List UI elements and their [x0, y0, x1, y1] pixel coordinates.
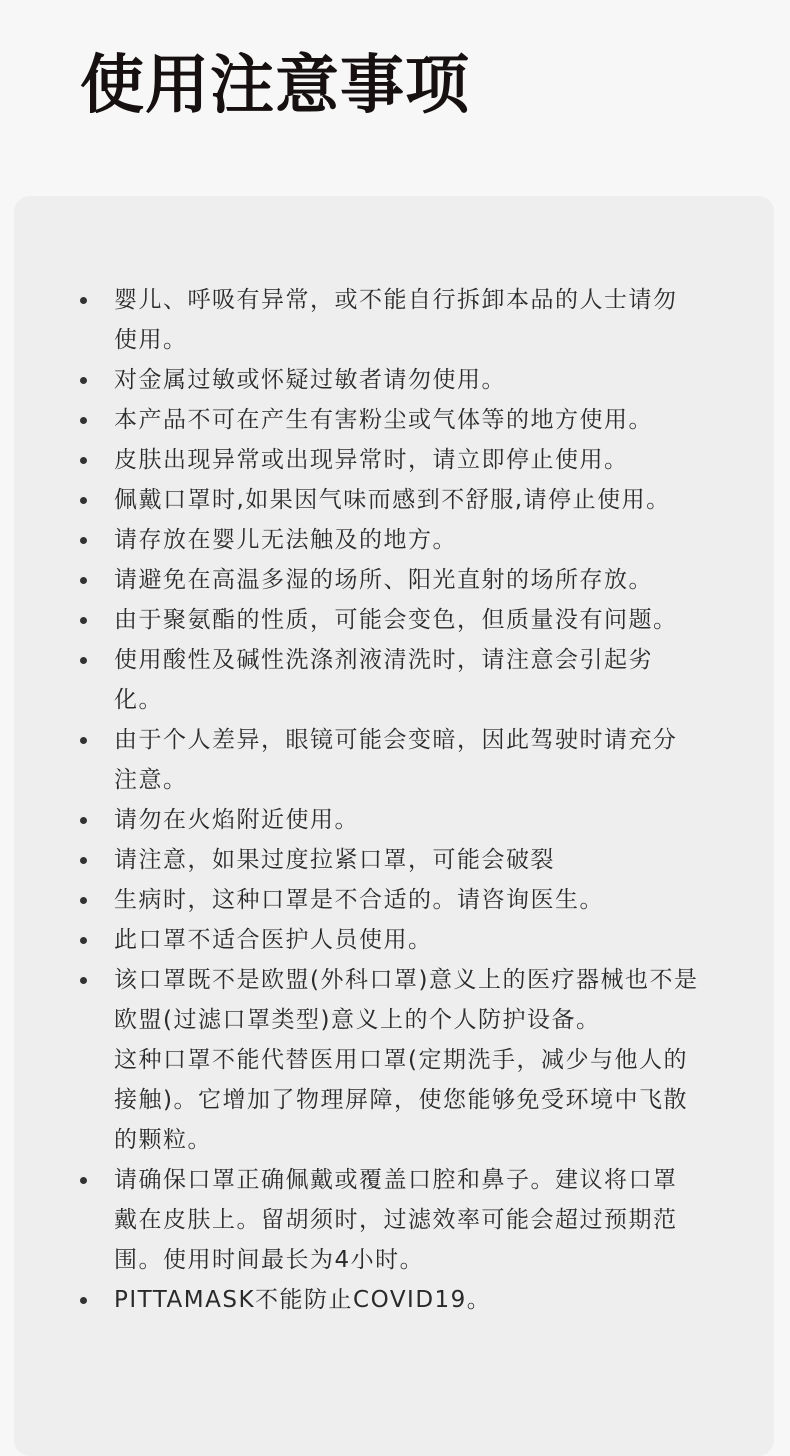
- list-item: [14, 840, 700, 880]
- bullet-icon: [80, 297, 87, 304]
- bullet-icon: [80, 657, 87, 664]
- notice-list: [14, 280, 774, 1320]
- list-item: [14, 480, 700, 520]
- list-item-text: 由于聚氨酯的性质，可能会变色，但质量没有问题。: [114, 607, 678, 633]
- bullet-icon: [80, 1177, 87, 1184]
- list-item-text: 请存放在婴儿无法触及的地方。: [114, 527, 457, 553]
- list-item: [14, 360, 700, 400]
- list-item-text: PITTAMASK不能防止COVID19。: [114, 1287, 492, 1313]
- list-item: [14, 880, 700, 920]
- list-item: [14, 400, 700, 440]
- list-item: [14, 280, 700, 360]
- list-item-text: 婴儿、呼吸有异常，或不能自行拆卸本品的人士请勿使用。: [114, 287, 678, 353]
- bullet-icon: [80, 377, 87, 384]
- notice-card: [14, 196, 774, 1456]
- list-item: [14, 720, 700, 800]
- bullet-icon: [80, 1297, 87, 1304]
- list-item: [14, 960, 700, 1160]
- list-item-text: 请勿在火焰附近使用。: [114, 807, 359, 833]
- list-item-text: 请注意，如果过度拉紧口罩，可能会破裂: [114, 847, 555, 873]
- list-item-text: 佩戴口罩时,如果因气味而感到不舒服,请停止使用。: [114, 487, 671, 513]
- bullet-icon: [80, 817, 87, 824]
- list-item-extra-text: 这种口罩不能代替医用口罩(定期洗手，减少与他人的接触)。它增加了物理屏障，使您能够免受环境中飞散的颗粒。: [114, 1047, 688, 1153]
- page-title: 使用注意事项: [80, 49, 470, 123]
- list-item: [14, 600, 700, 640]
- list-item: [14, 520, 700, 560]
- list-item: [14, 920, 700, 960]
- list-item: [14, 1160, 700, 1280]
- bullet-icon: [80, 937, 87, 944]
- bullet-icon: [80, 857, 87, 864]
- list-item: [14, 440, 700, 480]
- list-item: [14, 560, 700, 600]
- list-item: [14, 640, 700, 720]
- list-item-text: 请避免在高温多湿的场所、阳光直射的场所存放。: [114, 567, 653, 593]
- list-item-text: 此口罩不适合医护人员使用。: [114, 927, 433, 953]
- bullet-icon: [80, 737, 87, 744]
- bullet-icon: [80, 617, 87, 624]
- list-item-text: 请确保口罩正确佩戴或覆盖口腔和鼻子。建议将口罩戴在皮肤上。留胡须时，过滤效率可能会超过预期范围。使用时间最长为4小时。: [114, 1167, 678, 1273]
- list-item-text: 该口罩既不是欧盟(外科口罩)意义上的医疗器械也不是欧盟(过滤口罩类型)意义上的个人防护设备。: [114, 967, 699, 1033]
- list-item: [14, 1280, 700, 1320]
- list-item-text: 对金属过敏或怀疑过敏者请勿使用。: [114, 367, 506, 393]
- list-item-text: 皮肤出现异常或出现异常时，请立即停止使用。: [114, 447, 629, 473]
- list-item: [14, 800, 700, 840]
- list-item-text: 本产品不可在产生有害粉尘或气体等的地方使用。: [114, 407, 653, 433]
- list-item-text: 由于个人差异，眼镜可能会变暗，因此驾驶时请充分注意。: [114, 727, 678, 793]
- bullet-icon: [80, 897, 87, 904]
- bullet-icon: [80, 977, 87, 984]
- bullet-icon: [80, 417, 87, 424]
- bullet-icon: [80, 457, 87, 464]
- list-item-text: 使用酸性及碱性洗涤剂液清洗时，请注意会引起劣化。: [114, 647, 653, 713]
- list-item-text: 生病时，这种口罩是不合适的。请咨询医生。: [114, 887, 604, 913]
- bullet-icon: [80, 537, 87, 544]
- bullet-icon: [80, 497, 87, 504]
- bullet-icon: [80, 577, 87, 584]
